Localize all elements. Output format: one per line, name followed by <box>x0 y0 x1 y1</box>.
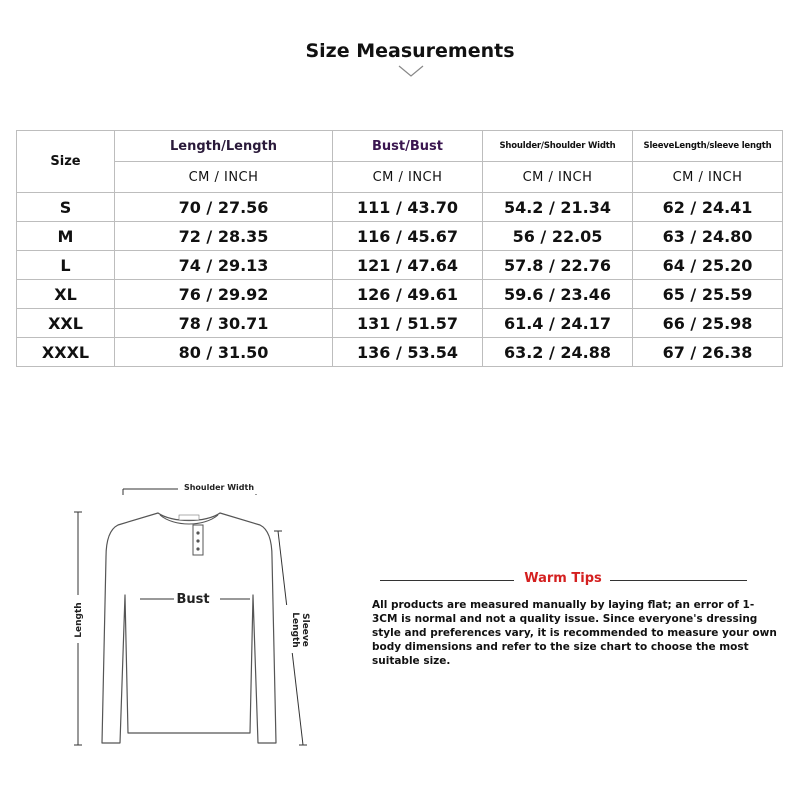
sleeve-cell: 66 / 25.98 <box>633 309 783 338</box>
header-sleeve: SleeveLength/sleeve length <box>633 131 783 162</box>
neck-label <box>179 515 199 520</box>
length-cell: 76 / 29.92 <box>115 280 333 309</box>
page-title: Size Measurements <box>305 40 515 62</box>
shirt-outline <box>102 513 276 743</box>
sleeve-cell: 67 / 26.38 <box>633 338 783 367</box>
unit-shoulder: CM / INCH <box>483 162 633 193</box>
sleeve-cell: 65 / 25.59 <box>633 280 783 309</box>
tips-body: All products are measured manually by laying flat; an error of 1-3CM is normal and not a quality issue. Since everyone's dressing style and preferences vary, it is recommended to measure your own body dimensions and refer to the size chart to choose the most suitable size. <box>372 599 777 667</box>
bust-cell: 121 / 47.64 <box>333 251 483 280</box>
sleeve-cell: 63 / 24.80 <box>633 222 783 251</box>
bust-cell: 116 / 45.67 <box>333 222 483 251</box>
length-cell: 80 / 31.50 <box>115 338 333 367</box>
length-cell: 74 / 29.13 <box>115 251 333 280</box>
bust-label: Bust <box>176 592 210 607</box>
header-length: Length/Length <box>115 131 333 162</box>
button <box>196 547 199 550</box>
bust-cell: 136 / 53.54 <box>333 338 483 367</box>
table-row <box>17 338 783 367</box>
unit-length: CM / INCH <box>115 162 333 193</box>
sleeve-cell: 64 / 25.20 <box>633 251 783 280</box>
tips-divider-right <box>610 580 747 581</box>
table-row <box>17 309 783 338</box>
unit-sleeve: CM / INCH <box>633 162 783 193</box>
size-cell: L <box>17 251 115 280</box>
size-cell: XXXL <box>17 338 115 367</box>
header-bust: Bust/Bust <box>333 131 483 162</box>
length-label: Length <box>74 602 84 638</box>
table-row <box>17 193 783 222</box>
sleeve-label-line1: Sleeve <box>300 613 310 647</box>
table-row <box>17 280 783 309</box>
shoulder-width-label: Shoulder Width <box>183 483 255 492</box>
table-unit-row <box>17 162 783 193</box>
tips-divider-left <box>380 580 514 581</box>
shoulder-cell: 63.2 / 24.88 <box>483 338 633 367</box>
length-cell: 70 / 27.56 <box>115 193 333 222</box>
table-row <box>17 222 783 251</box>
sleeve-cell: 62 / 24.41 <box>633 193 783 222</box>
size-table <box>16 130 783 367</box>
shirt-diagram <box>60 475 320 765</box>
sleeve-label-line2: Length <box>290 612 300 648</box>
unit-bust: CM / INCH <box>333 162 483 193</box>
size-cell: XL <box>17 280 115 309</box>
size-cell: S <box>17 193 115 222</box>
shoulder-cell: 57.8 / 22.76 <box>483 251 633 280</box>
length-cell: 72 / 28.35 <box>115 222 333 251</box>
button <box>196 539 199 542</box>
table-header-row <box>17 131 783 162</box>
header-shoulder: Shoulder/Shoulder Width <box>483 131 633 162</box>
bust-cell: 131 / 51.57 <box>333 309 483 338</box>
button <box>196 531 199 534</box>
shoulder-cell: 61.4 / 24.17 <box>483 309 633 338</box>
chevron-down-icon <box>397 64 425 78</box>
bust-cell: 126 / 49.61 <box>333 280 483 309</box>
tips-title: Warm Tips <box>524 571 602 586</box>
size-cell: XXL <box>17 309 115 338</box>
shoulder-cell: 54.2 / 21.34 <box>483 193 633 222</box>
size-header: Size <box>17 131 115 193</box>
bust-cell: 111 / 43.70 <box>333 193 483 222</box>
table-row <box>17 251 783 280</box>
shoulder-cell: 56 / 22.05 <box>483 222 633 251</box>
size-cell: M <box>17 222 115 251</box>
length-cell: 78 / 30.71 <box>115 309 333 338</box>
shoulder-cell: 59.6 / 23.46 <box>483 280 633 309</box>
